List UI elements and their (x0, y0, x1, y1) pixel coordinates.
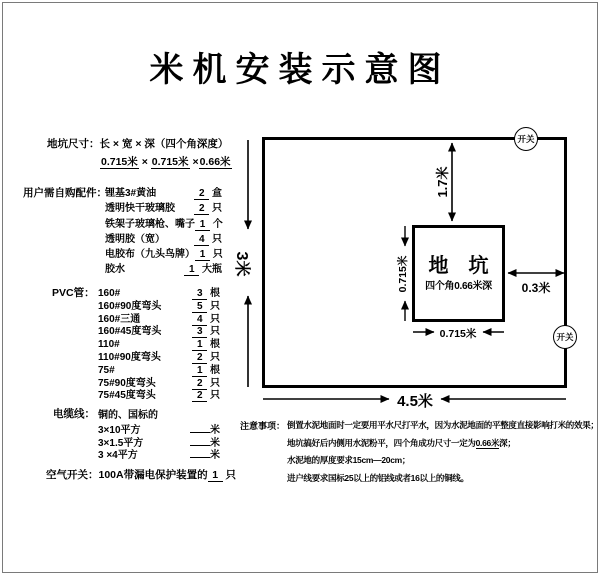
accessory-quantity (195, 215, 223, 231)
accessories-label: 用户需自购配件： (23, 187, 107, 199)
pvc-name: 160# (98, 288, 121, 299)
pvc-unit: 只 (210, 351, 220, 363)
notes-label: 注意事项： (240, 421, 286, 431)
accessory-name: 铁架子玻璃枪、嘴子 (105, 218, 195, 230)
pvc-name: 160#三通 (98, 313, 141, 325)
pit-box (412, 225, 505, 322)
pvc-unit: 只 (210, 313, 220, 325)
pvc-row (98, 284, 220, 297)
cable-name: 3×1.5平方 (98, 437, 144, 449)
accessory-name: 锂基3#黄油 (105, 188, 157, 199)
accessory-name: 透明快干玻璃胶 (105, 203, 175, 215)
air-switch-label: 空气开关： (46, 469, 99, 481)
accessories-list (105, 184, 222, 276)
pvc-row (98, 322, 220, 338)
pit-size-spec (47, 136, 228, 151)
dimension-room-width: 4.5米 (390, 390, 440, 407)
accessory-qty-value: 1 (184, 264, 199, 276)
accessory-unit: 只 (212, 249, 223, 261)
note-text: 进户线要求国标25以上的铝线或者16以上的铜线。 (287, 472, 469, 483)
accessory-row (105, 260, 222, 275)
pvc-qty-value: 4 (192, 314, 207, 326)
pvc-quantity (192, 386, 220, 402)
cable-quantity (190, 446, 220, 461)
pit-size-value-depth: 0.66米 (199, 156, 231, 168)
accessory-name: 透明胶（宽） (105, 233, 165, 245)
pvc-unit: 只 (210, 390, 220, 402)
note-underlined-value: 0.66米 (475, 437, 500, 448)
note-line (287, 454, 599, 472)
dimension-room-height: 3米 (233, 251, 250, 277)
cable-list (98, 421, 220, 462)
pvc-qty-value: 1 (192, 365, 207, 377)
air-switch-text: 100A带漏电保护装置的 (98, 469, 208, 481)
page-title: 米机安装示意图 (149, 51, 451, 89)
pvc-name: 75# (98, 364, 115, 376)
pvc-name: 110# (98, 339, 120, 351)
switch-badge-top: 开关 (514, 127, 538, 151)
accessory-name: 电胶布（九头鸟牌） (105, 249, 195, 261)
pvc-row (98, 374, 220, 387)
pvc-name: 75#90度弯头 (98, 377, 156, 389)
accessory-quantity (194, 199, 222, 215)
accessory-quantity (194, 230, 222, 246)
accessory-row (105, 215, 222, 230)
pvc-unit: 只 (210, 326, 220, 338)
cable-unit: 米 (210, 450, 220, 462)
cable-name: 3 ×4平方 (98, 450, 138, 462)
notes-lines (287, 419, 599, 489)
dimension-pit-width: 0.715米 (439, 328, 477, 340)
accessory-qty-value: 2 (194, 203, 209, 215)
accessory-unit: 只 (212, 203, 222, 215)
cable-label: 电缆线： (53, 408, 95, 420)
note-text-tail: 深； (499, 437, 516, 448)
note-text: 地坑搞好后内侧用水泥粉平，四个角成功尺寸一定为 (287, 437, 476, 448)
cable-qty-value (190, 457, 210, 458)
accessory-qty-value: 1 (195, 219, 210, 231)
cable-name: 3×10平方 (98, 425, 141, 436)
pit-size-label: 地坑尺寸： (47, 138, 100, 150)
air-switch-spec (46, 467, 236, 482)
pvc-qty-value: 2 (192, 352, 207, 364)
accessory-unit: 只 (212, 233, 222, 245)
accessory-quantity (195, 245, 223, 261)
accessory-unit: 个 (212, 218, 223, 230)
air-switch-qty-value: 1 (208, 469, 223, 482)
accessory-row (105, 230, 222, 245)
pvc-unit: 根 (210, 364, 220, 376)
pvc-name: 110#90度弯头 (98, 351, 161, 363)
note-text: 倒置水泥地面时一定要用平水尺打平水，因为水泥地面的平整度直接影响打米的效果； (287, 420, 599, 430)
note-line (287, 437, 599, 455)
note-line (287, 472, 599, 490)
accessory-qty-value: 2 (194, 188, 209, 200)
dimension-pit-to-wall: 0.3米 (521, 281, 551, 295)
accessory-name: 胶水 (105, 264, 125, 276)
pvc-qty-value: 5 (192, 301, 207, 313)
note-text: 水泥地的厚度要求15cm—20cm； (287, 455, 411, 465)
cable-unit: 米 (210, 425, 220, 436)
pvc-row (98, 386, 220, 402)
switch-badge-right: 开关 (553, 325, 577, 349)
cable-row (98, 446, 220, 462)
cable-unit: 米 (210, 437, 220, 449)
accessory-row (105, 245, 222, 260)
pvc-unit: 只 (210, 377, 220, 389)
pvc-list (98, 284, 220, 402)
cable-row (98, 434, 220, 447)
pvc-name: 160#90度弯头 (98, 300, 162, 312)
accessory-unit: 盒 (212, 188, 222, 199)
pit-size-values (100, 154, 232, 169)
cable-row (98, 421, 220, 434)
pvc-unit: 根 (210, 339, 220, 351)
pvc-qty-value: 1 (192, 339, 207, 351)
pvc-label: PVC管： (52, 287, 95, 299)
accessory-quantity (184, 260, 222, 276)
note-line (287, 419, 599, 437)
accessory-unit: 大瓶 (202, 264, 222, 276)
accessory-qty-value: 4 (194, 234, 209, 246)
accessory-row (105, 184, 222, 199)
pvc-unit: 根 (210, 288, 220, 299)
dimension-room-to-pit: 1.7米 (435, 166, 450, 198)
pit-size-value-length: 0.715米 (101, 156, 138, 168)
pvc-unit: 只 (210, 300, 220, 312)
accessory-quantity (194, 184, 222, 200)
pit-size-sep2: × (189, 156, 199, 168)
pvc-row (98, 297, 220, 310)
pit-size-value-width: 0.715米 (151, 156, 189, 168)
pvc-name: 160#45度弯头 (98, 326, 162, 338)
pvc-row (98, 348, 220, 361)
pit-size-formula: 长 × 宽 × 深（四个角深度） (99, 138, 229, 150)
accessory-row (105, 199, 222, 214)
pit-size-sep1: × (138, 156, 151, 168)
pvc-qty-value: 2 (192, 390, 207, 402)
pit-depth-note: 四个角0.66米深 (425, 281, 492, 292)
dimension-pit-height: 0.715米 (397, 255, 409, 293)
air-switch-unit: 只 (225, 469, 237, 481)
cable-note: 铜的、国标的 (98, 410, 158, 421)
accessory-qty-value: 1 (195, 249, 210, 261)
pvc-name: 75#45度弯头 (98, 390, 156, 402)
pvc-qty-value: 3 (192, 326, 207, 338)
pvc-qty-value: 3 (192, 288, 207, 300)
pit-title: 地 坑 (428, 255, 489, 277)
pvc-qty-value: 2 (192, 378, 207, 390)
